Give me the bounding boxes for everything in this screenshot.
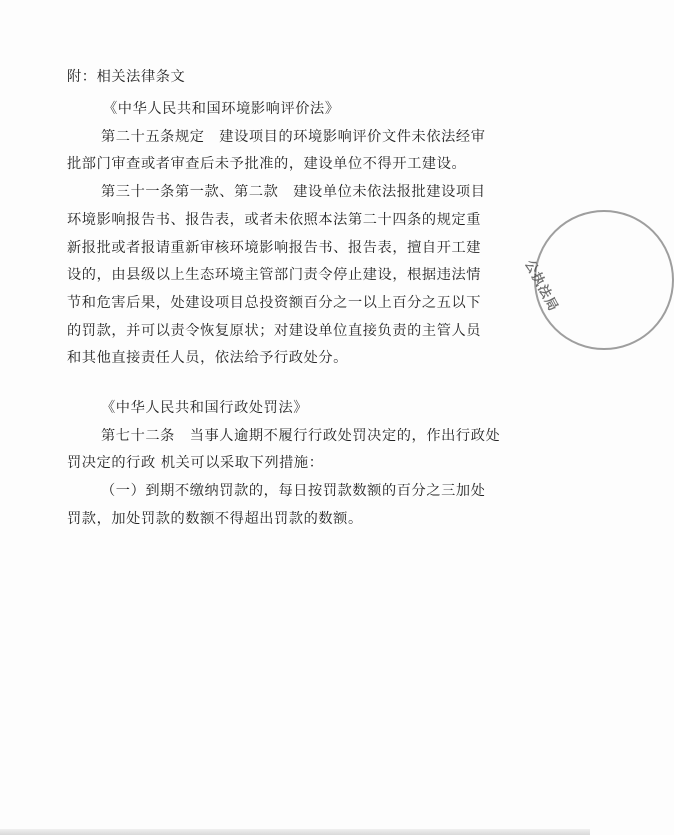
official-seal-stamp [521, 210, 598, 360]
paragraph-line: 罚款，加处罚款的数额不得超出罚款的数额。 [67, 511, 363, 527]
paragraph-line: 设的，由县级以上生态环境主管部门责令停止建设，根据违法情 [67, 267, 482, 283]
paragraph-line: （一）到期不缴纳罚款的，每日按罚款数额的百分之三加处 [101, 483, 486, 499]
seal-circle [534, 210, 674, 350]
paragraph-line: 第七十二条 当事人逾期不履行行政处罚决定的，作出行政处 [101, 428, 501, 444]
paragraph-line: 批部门审查或者审查后未予批准的，建设单位不得开工建设。 [67, 156, 467, 172]
paragraph-line: 新报批或者报请重新审核环境影响报告书、报告表，擅自开工建 [67, 240, 482, 256]
law-title-penalty: 《中华人民共和国行政处罚法》 [101, 400, 309, 416]
paragraph-line: 第二十五条规定 建设项目的环境影响评价文件未依法经审 [101, 129, 486, 145]
paragraph-line: 环境影响报告书、报告表，或者未依照本法第二十四条的规定重 [67, 212, 482, 228]
page-bottom-edge [0, 829, 590, 835]
law-title-eia: 《中华人民共和国环境影响评价法》 [103, 101, 340, 117]
paragraph-line: 第三十一条第一款、第二款 建设单位未依法报批建设项目 [101, 184, 486, 200]
attachment-heading: 附：相关法律条文 [67, 69, 186, 85]
paragraph-line: 和其他直接责任人员，依法给予行政处分。 [67, 350, 348, 366]
paragraph-line: 的罚款，并可以责令恢复原状；对建设单位直接负责的主管人员 [67, 323, 482, 339]
paragraph-line: 罚决定的行政 机关可以采取下列措施： [67, 455, 324, 471]
seal-text: 公执法局 [521, 257, 561, 315]
paragraph-line: 节和危害后果，处建设项目总投资额百分之一以上百分之五以下 [67, 295, 482, 311]
